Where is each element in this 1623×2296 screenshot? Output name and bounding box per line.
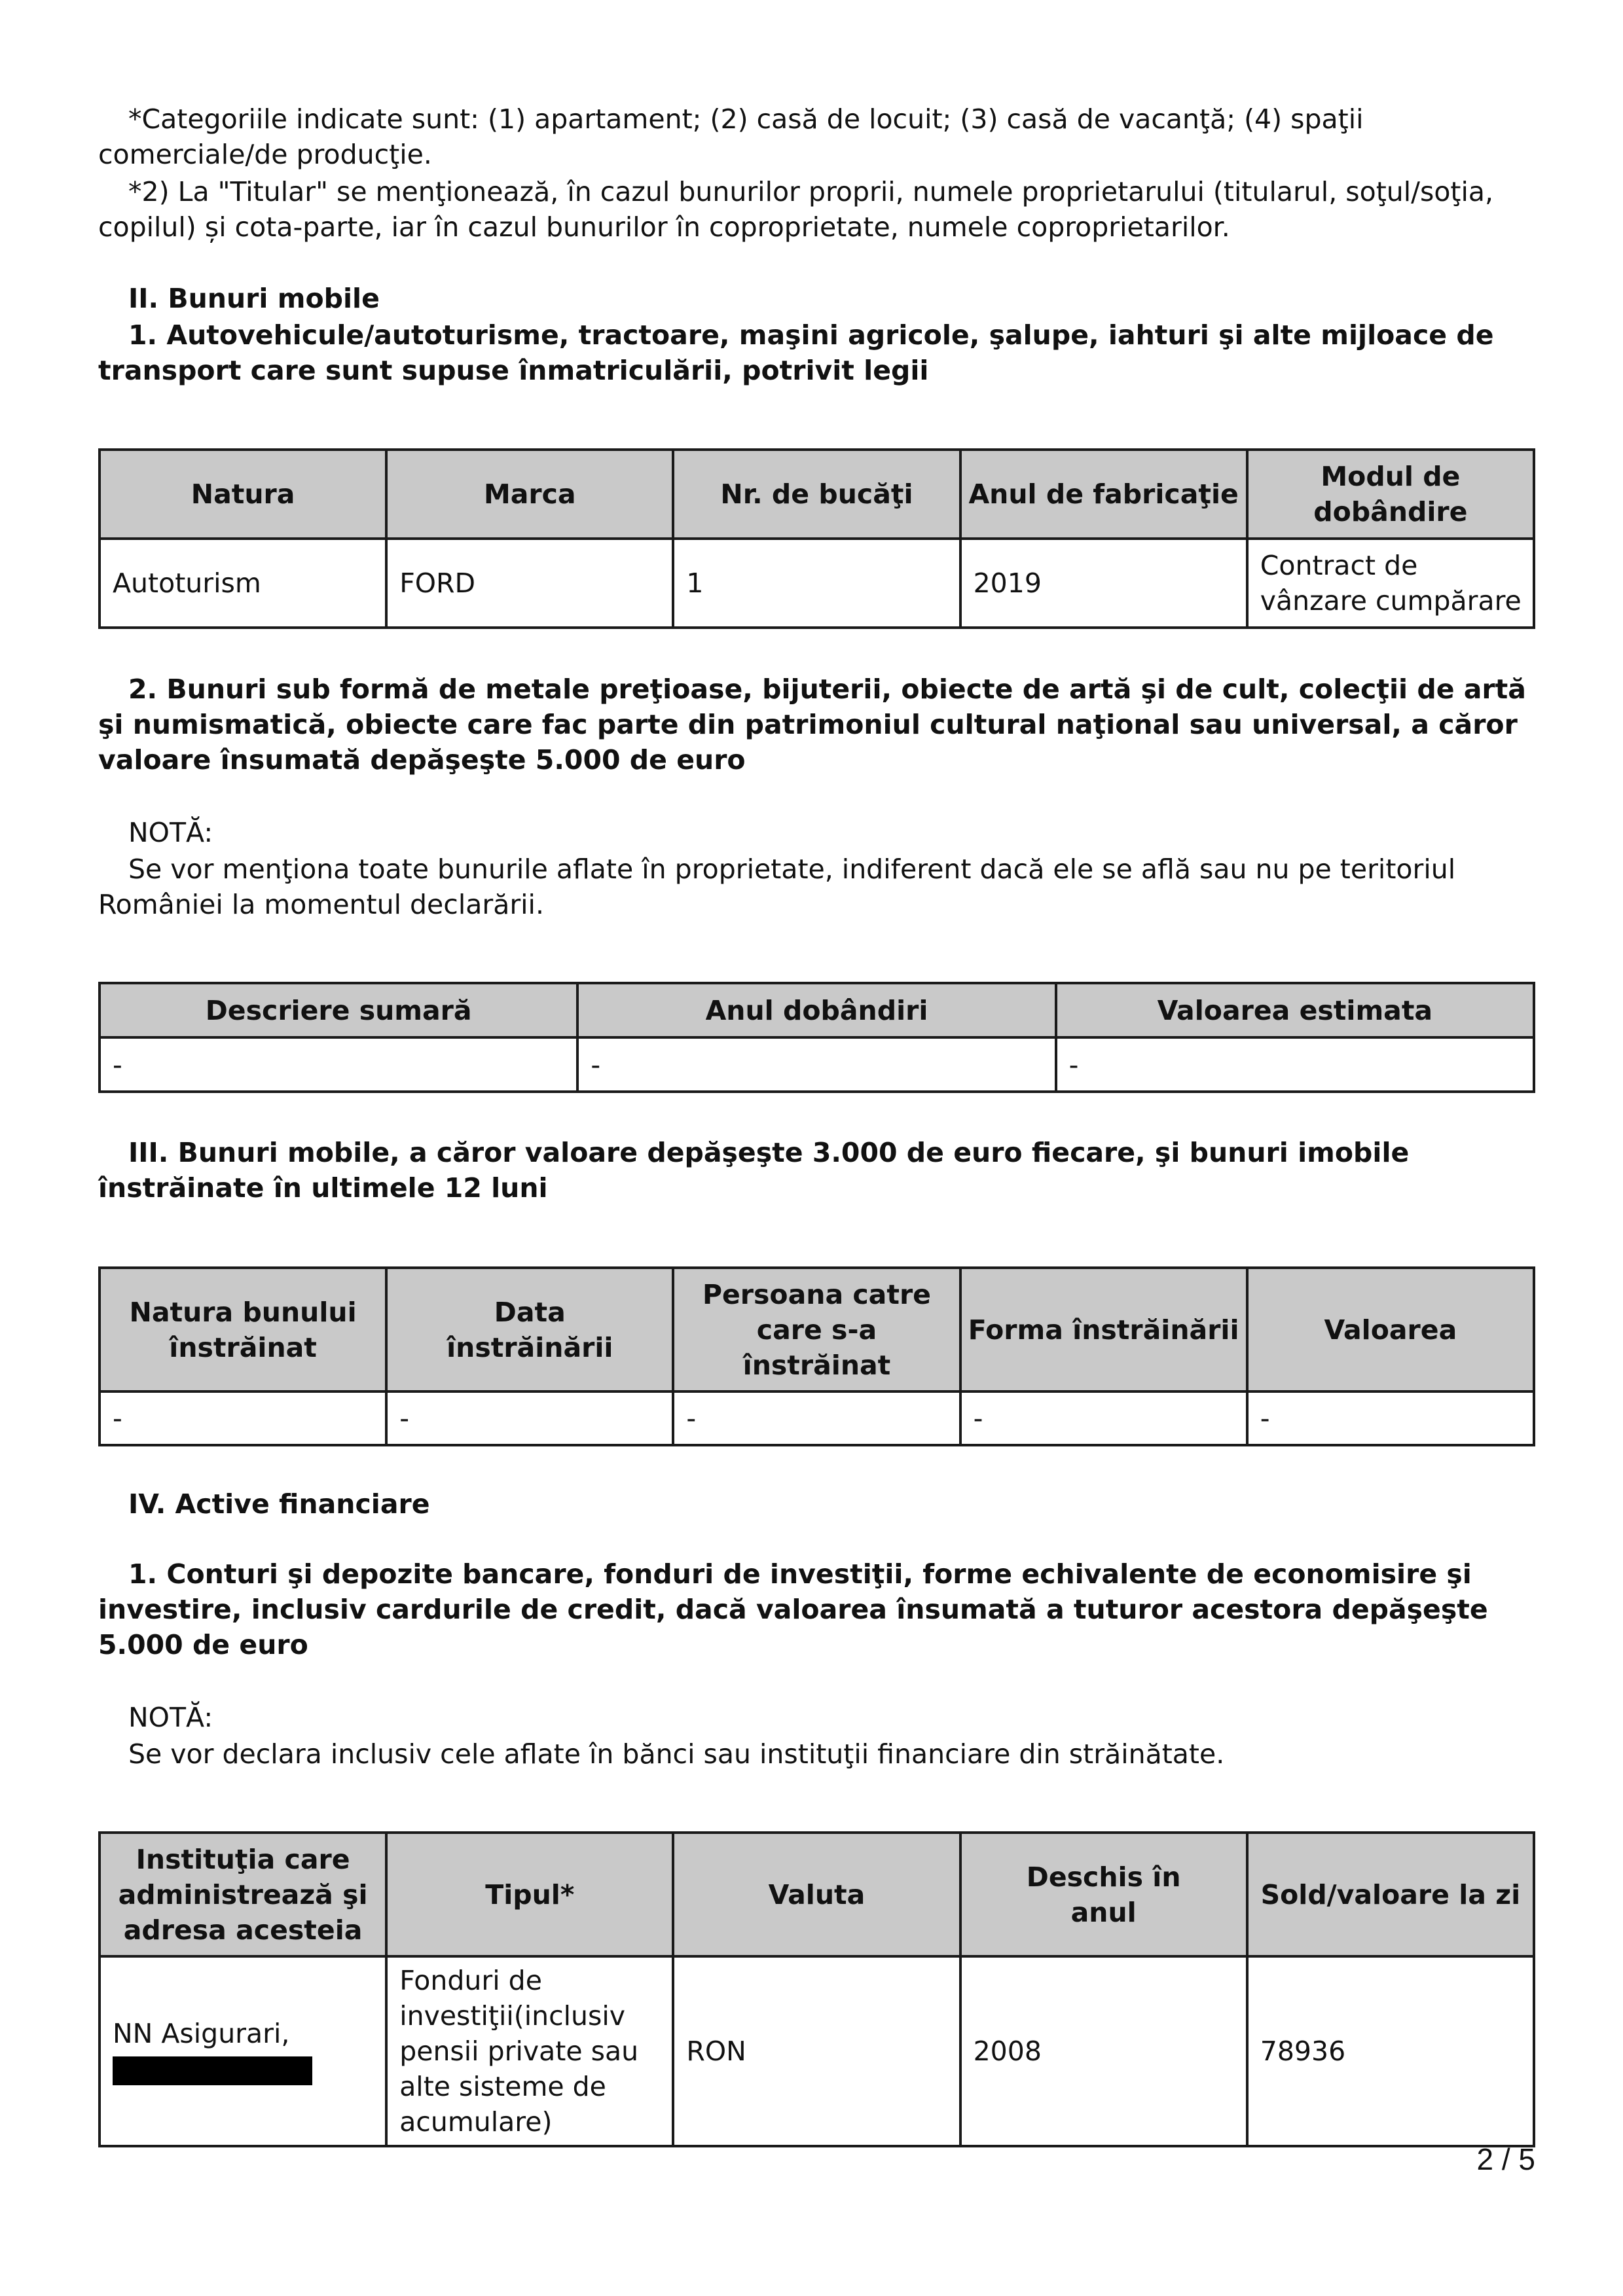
table-cell: 78936 <box>1247 1956 1534 2146</box>
table-cell: Autoturism <box>100 539 386 628</box>
note-text: Se vor menţiona toate bunurile aflate în proprietate, indiferent dacă ele se află sau nu pe teritoriul României la momentul declarării. <box>98 853 1456 920</box>
table-cell: FORD <box>386 539 673 628</box>
column-header: Marca <box>386 450 673 539</box>
column-header: Forma înstrăinării <box>960 1268 1247 1391</box>
redacted-address <box>113 2056 312 2085</box>
section-2-title: II. Bunuri mobile <box>128 283 380 314</box>
table-cell: - <box>100 1037 577 1092</box>
section-2-2-heading: 2. Bunuri sub formă de metale preţioase, bijuterii, obiecte de artă şi de cult, colecţii de artă şi numismatică, obiecte care fac parte din patrimoniul cultural naţional sau universal, a căror valoare însumată depăşeşte 5.000 de euro <box>98 673 1526 776</box>
table-row <box>100 1391 1534 1445</box>
column-header: Valoarea <box>1247 1268 1534 1391</box>
vehicles-table <box>98 448 1535 629</box>
section-2-1-heading: 1. Autovehicule/autoturisme, tractoare, maşini agricole, şalupe, iahturi şi alte mijloace de transport care sunt supuse înmatriculării, potrivit legii <box>98 319 1494 386</box>
table-cell <box>100 1956 386 2146</box>
table-row <box>100 1037 1534 1092</box>
column-header: Tipul* <box>386 1833 673 1956</box>
table-row <box>100 539 1534 628</box>
table-header-row <box>100 983 1534 1037</box>
table-cell: RON <box>673 1956 960 2146</box>
table-header-row <box>100 1833 1534 1956</box>
column-header: Descriere sumară <box>100 983 577 1037</box>
table-cell: - <box>673 1391 960 1445</box>
valuables-table <box>98 982 1535 1093</box>
table-header-row <box>100 450 1534 539</box>
table-cell: 2019 <box>960 539 1247 628</box>
column-header: Persoana catre care s-a înstrăinat <box>673 1268 960 1391</box>
column-header: Data înstrăinării <box>386 1268 673 1391</box>
column-header: Anul de fabricaţie <box>960 450 1247 539</box>
institution-name: NN Asigurari, <box>113 2018 290 2049</box>
column-header: Natura bunului înstrăinat <box>100 1268 386 1391</box>
page-number: 2 / 5 <box>1476 2142 1535 2176</box>
column-header: Valuta <box>673 1833 960 1956</box>
section-4-1-heading: 1. Conturi şi depozite bancare, fonduri de investiţii, forme echivalente de economisire şi investire, inclusiv cardurile de credit, dacă valoarea însumată a tuturor acestora depăşeşte 5.000 de euro <box>98 1558 1488 1660</box>
table-cell: - <box>1247 1391 1534 1445</box>
column-header: Modul de dobândire <box>1247 450 1534 539</box>
categories-note: *Categoriile indicate sunt: (1) apartament; (2) casă de locuit; (3) casă de vacanţă; (4) spaţii comerciale/de producţie. <box>98 103 1364 170</box>
table-header-row <box>100 1268 1534 1391</box>
note-label: NOTĂ: <box>128 817 213 848</box>
alienated-assets-table <box>98 1266 1535 1446</box>
note-label: NOTĂ: <box>128 1702 213 1733</box>
column-header: Valoarea estimata <box>1056 983 1534 1037</box>
column-header: Sold/valoare la zi <box>1247 1833 1534 1956</box>
column-header: Instituţia care administrează şi adresa acesteia <box>100 1833 386 1956</box>
column-header: Deschis în anul <box>960 1833 1247 1956</box>
table-cell: - <box>577 1037 1055 1092</box>
document-page <box>98 101 1535 2147</box>
table-cell: - <box>100 1391 386 1445</box>
note-text: Se vor declara inclusiv cele aflate în bănci sau instituţii financiare din străinătate. <box>128 1738 1225 1770</box>
table-cell: Contract de vânzare cumpărare <box>1247 539 1534 628</box>
column-header: Natura <box>100 450 386 539</box>
table-cell: Fonduri de investiţii(inclusiv pensii private sau alte sisteme de acumulare) <box>386 1956 673 2146</box>
table-row <box>100 1956 1534 2146</box>
financial-accounts-table <box>98 1831 1535 2147</box>
table-cell: 1 <box>673 539 960 628</box>
column-header: Nr. de bucăţi <box>673 450 960 539</box>
table-cell: 2008 <box>960 1956 1247 2146</box>
titular-note: *2) La "Titular" se menţionează, în cazul bunurilor proprii, numele proprietarului (titularul, soţul/soţia, copilul) și cota-parte, iar în cazul bunurilor în coproprietate, numele coproprietarilor. <box>98 176 1494 243</box>
table-cell: - <box>386 1391 673 1445</box>
section-4-title: IV. Active financiare <box>128 1488 430 1520</box>
section-3-title: III. Bunuri mobile, a căror valoare depăşeşte 3.000 de euro fiecare, şi bunuri imobile înstrăinate în ultimele 12 luni <box>98 1137 1410 1204</box>
table-cell: - <box>960 1391 1247 1445</box>
column-header: Anul dobândiri <box>577 983 1055 1037</box>
table-cell: - <box>1056 1037 1534 1092</box>
